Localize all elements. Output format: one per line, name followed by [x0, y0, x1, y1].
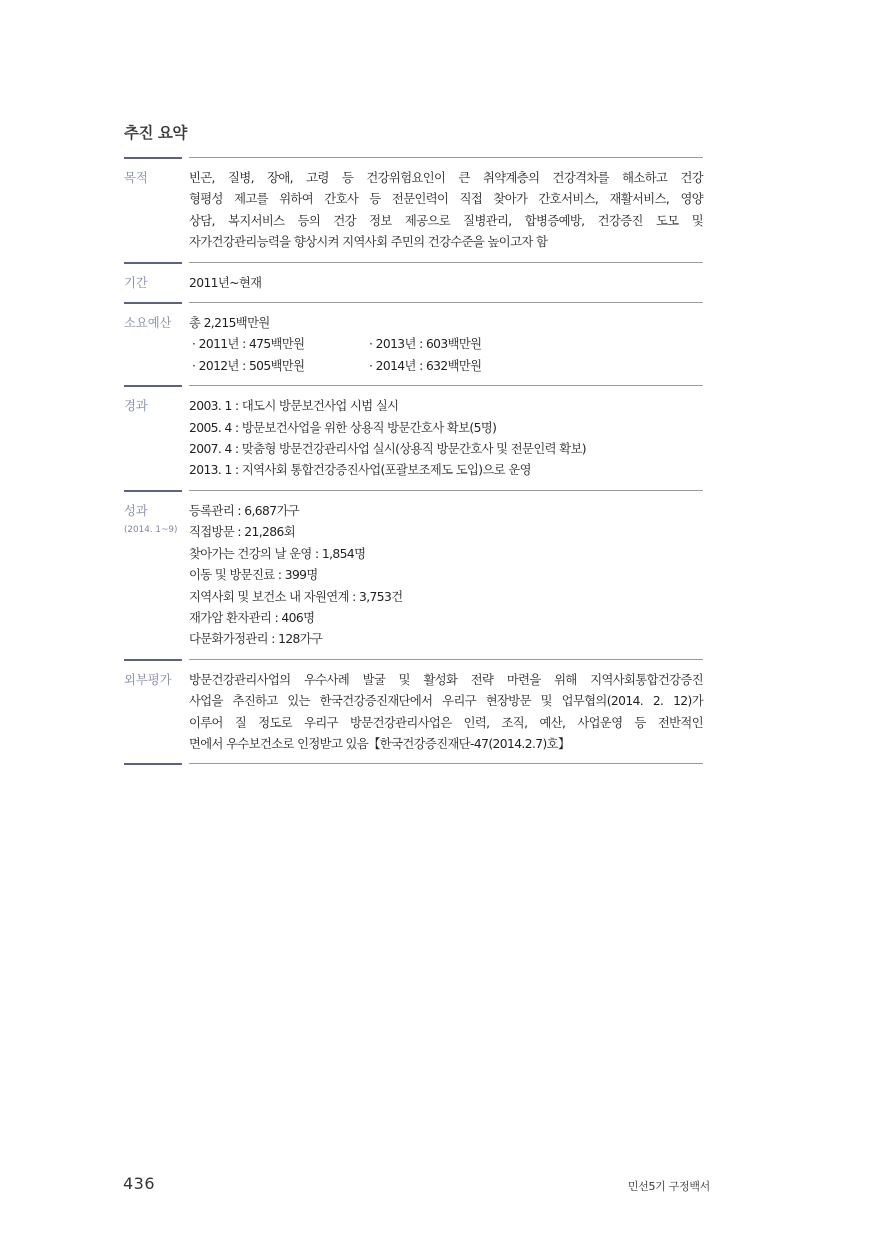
row-period: [124, 264, 703, 302]
text-line: 빈곤, 질병, 장애, 고령 등 건강위험요인이 큰 취약계층의 건강격차를 해소하고 건강: [189, 171, 703, 185]
history-item: 2003. 1 : 대도시 방문보건사업 시범 실시: [189, 399, 399, 414]
history-item: 2005. 4 : 방문보건사업을 위한 상용직 방문간호사 확보(5명): [189, 420, 497, 435]
text-line: 상담, 복지서비스 등의 건강 정보 제공으로 질병관리, 합병증예방, 건강증진 도모 및: [189, 213, 703, 228]
result-item: 이동 및 방문진료 : 399명: [189, 568, 318, 583]
text-line: 사업을 추진하고 있는 한국건강증진재단에서 우리구 현장방문 및 업무협의(2014. 2. 12)가: [189, 694, 703, 709]
row-history: [124, 387, 703, 490]
row-content-results: [189, 501, 703, 651]
budget-item: · 2014년 : 632백만원: [369, 358, 482, 373]
row-separator: [124, 763, 703, 765]
row-content-budget: [189, 313, 703, 377]
result-item: 재가암 환자관리 : 406명: [189, 610, 315, 625]
row-label-history: 경과: [124, 399, 148, 414]
row-label-evaluation: 외부평가: [124, 672, 172, 687]
row-purpose: [124, 159, 703, 262]
row-content-history: [189, 396, 703, 482]
budget-item-row: [189, 356, 703, 377]
text-line: 자가건강관리능력을 향상시켜 지역사회 주민의 건강수준을 높이고자 함: [189, 235, 548, 250]
result-item: 등록관리 : 6,687가구: [189, 503, 300, 518]
result-item: 다문화가정관리 : 128가구: [189, 632, 323, 647]
row-label-period: 기간: [124, 275, 148, 290]
period-value: 2011년~현재: [189, 275, 262, 290]
row-content-period: [189, 273, 703, 294]
budget-item-row: [189, 334, 703, 355]
row-content-purpose: [189, 168, 703, 254]
row-budget: [124, 304, 703, 385]
result-item: 찾아가는 건강의 날 운영 : 1,854명: [189, 546, 366, 561]
summary-table: [124, 157, 703, 765]
history-item: 2007. 4 : 맞춤형 방문건강관리사업 실시(상용직 방문간호사 및 전문인력 확보): [189, 442, 586, 457]
result-item: 지역사회 및 보건소 내 자원연계 : 3,753건: [189, 589, 403, 604]
row-results: [124, 492, 703, 659]
results-label: 성과: [124, 503, 148, 518]
row-content-evaluation: [189, 670, 703, 756]
row-label-budget: 소요예산: [124, 316, 172, 331]
result-item: 직접방문 : 21,286회: [189, 525, 295, 540]
budget-items: [189, 334, 703, 377]
text-line: 형평성 제고를 위하여 간호사 등 전문인력이 직접 찾아가 간호서비스, 재활서비스, 영양: [189, 192, 703, 207]
text-line: 방문건강관리사업의 우수사례 발굴 및 활성화 전략 마련을 위해 지역사회통합건강증진: [189, 672, 703, 687]
history-item: 2013. 1 : 지역사회 통합건강증진사업(포괄보조제도 도입)으로 운영: [189, 463, 531, 478]
page-number: 436: [123, 1174, 156, 1193]
budget-item: · 2013년 : 603백만원: [369, 337, 482, 352]
budget-item: · 2012년 : 505백만원: [192, 358, 305, 373]
results-period-note: (2014. 1~9): [124, 524, 178, 535]
row-evaluation: [124, 661, 703, 764]
footer-title: 민선5기 구정백서: [627, 1180, 710, 1193]
section-title: 추진 요약: [124, 124, 187, 142]
row-label-purpose: 목적: [124, 171, 148, 185]
text-line: 이루어 질 정도로 우리구 방문건강관리사업은 인력, 조직, 예산, 사업운영 등 전반적인: [189, 715, 703, 730]
budget-total: 총 2,215백만원: [189, 316, 270, 331]
budget-item: · 2011년 : 475백만원: [192, 337, 305, 352]
row-label-results: [124, 501, 186, 538]
text-line: 면에서 우수보건소로 인정받고 있음【한국건강증진재단-47(2014.2.7)호】: [189, 736, 570, 751]
